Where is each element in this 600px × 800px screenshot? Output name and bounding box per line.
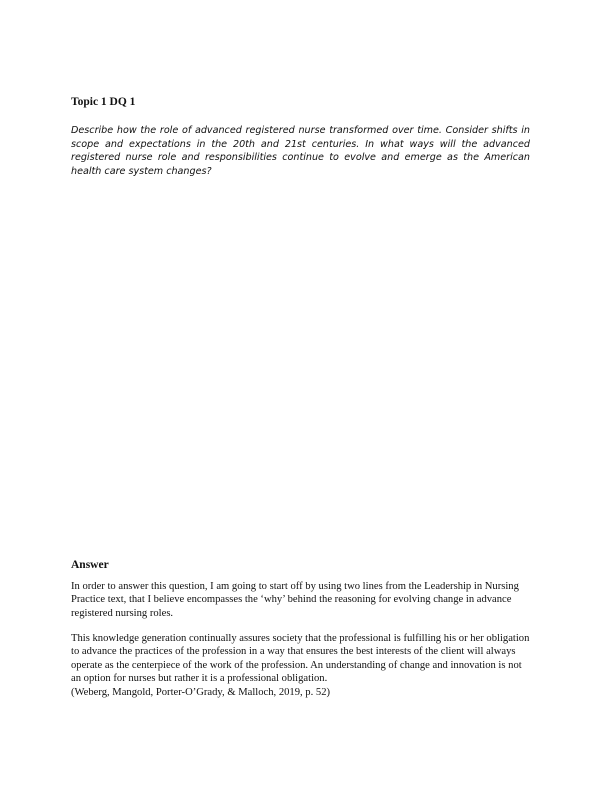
answer-heading: Answer <box>71 559 109 571</box>
quote-paragraph <box>71 632 533 699</box>
citation: (Weberg, Mangold, Porter-O’Grady, & Malloch, 2019, p. 52) <box>71 686 331 698</box>
question-prompt: Describe how the role of advanced registered nurse transformed over time. Consider shifts in scope and expectations in the 20th and 21st centuries. In what ways will the advanced registered nurse role and responsibilities continue to evolve and emerge as the American health care system changes? <box>71 125 530 177</box>
quote-text: This knowledge generation continually assures society that the professional is fulfilling his or her obligation to advance the practices of the profession in a way that ensures the best interests of the client will always operate as the centerpiece of the work of the profession. An understanding of change and innovation is not an option for nurses but rather it is a professional obligation. <box>71 633 530 685</box>
page-title: Topic 1 DQ 1 <box>71 96 136 108</box>
answer-paragraph: In order to answer this question, I am going to start off by using two lines from the Leadership in Nursing Practice text, that I believe encompasses the ‘why’ behind the reasoning for evolving change in advance registered nursing roles. <box>71 581 519 619</box>
